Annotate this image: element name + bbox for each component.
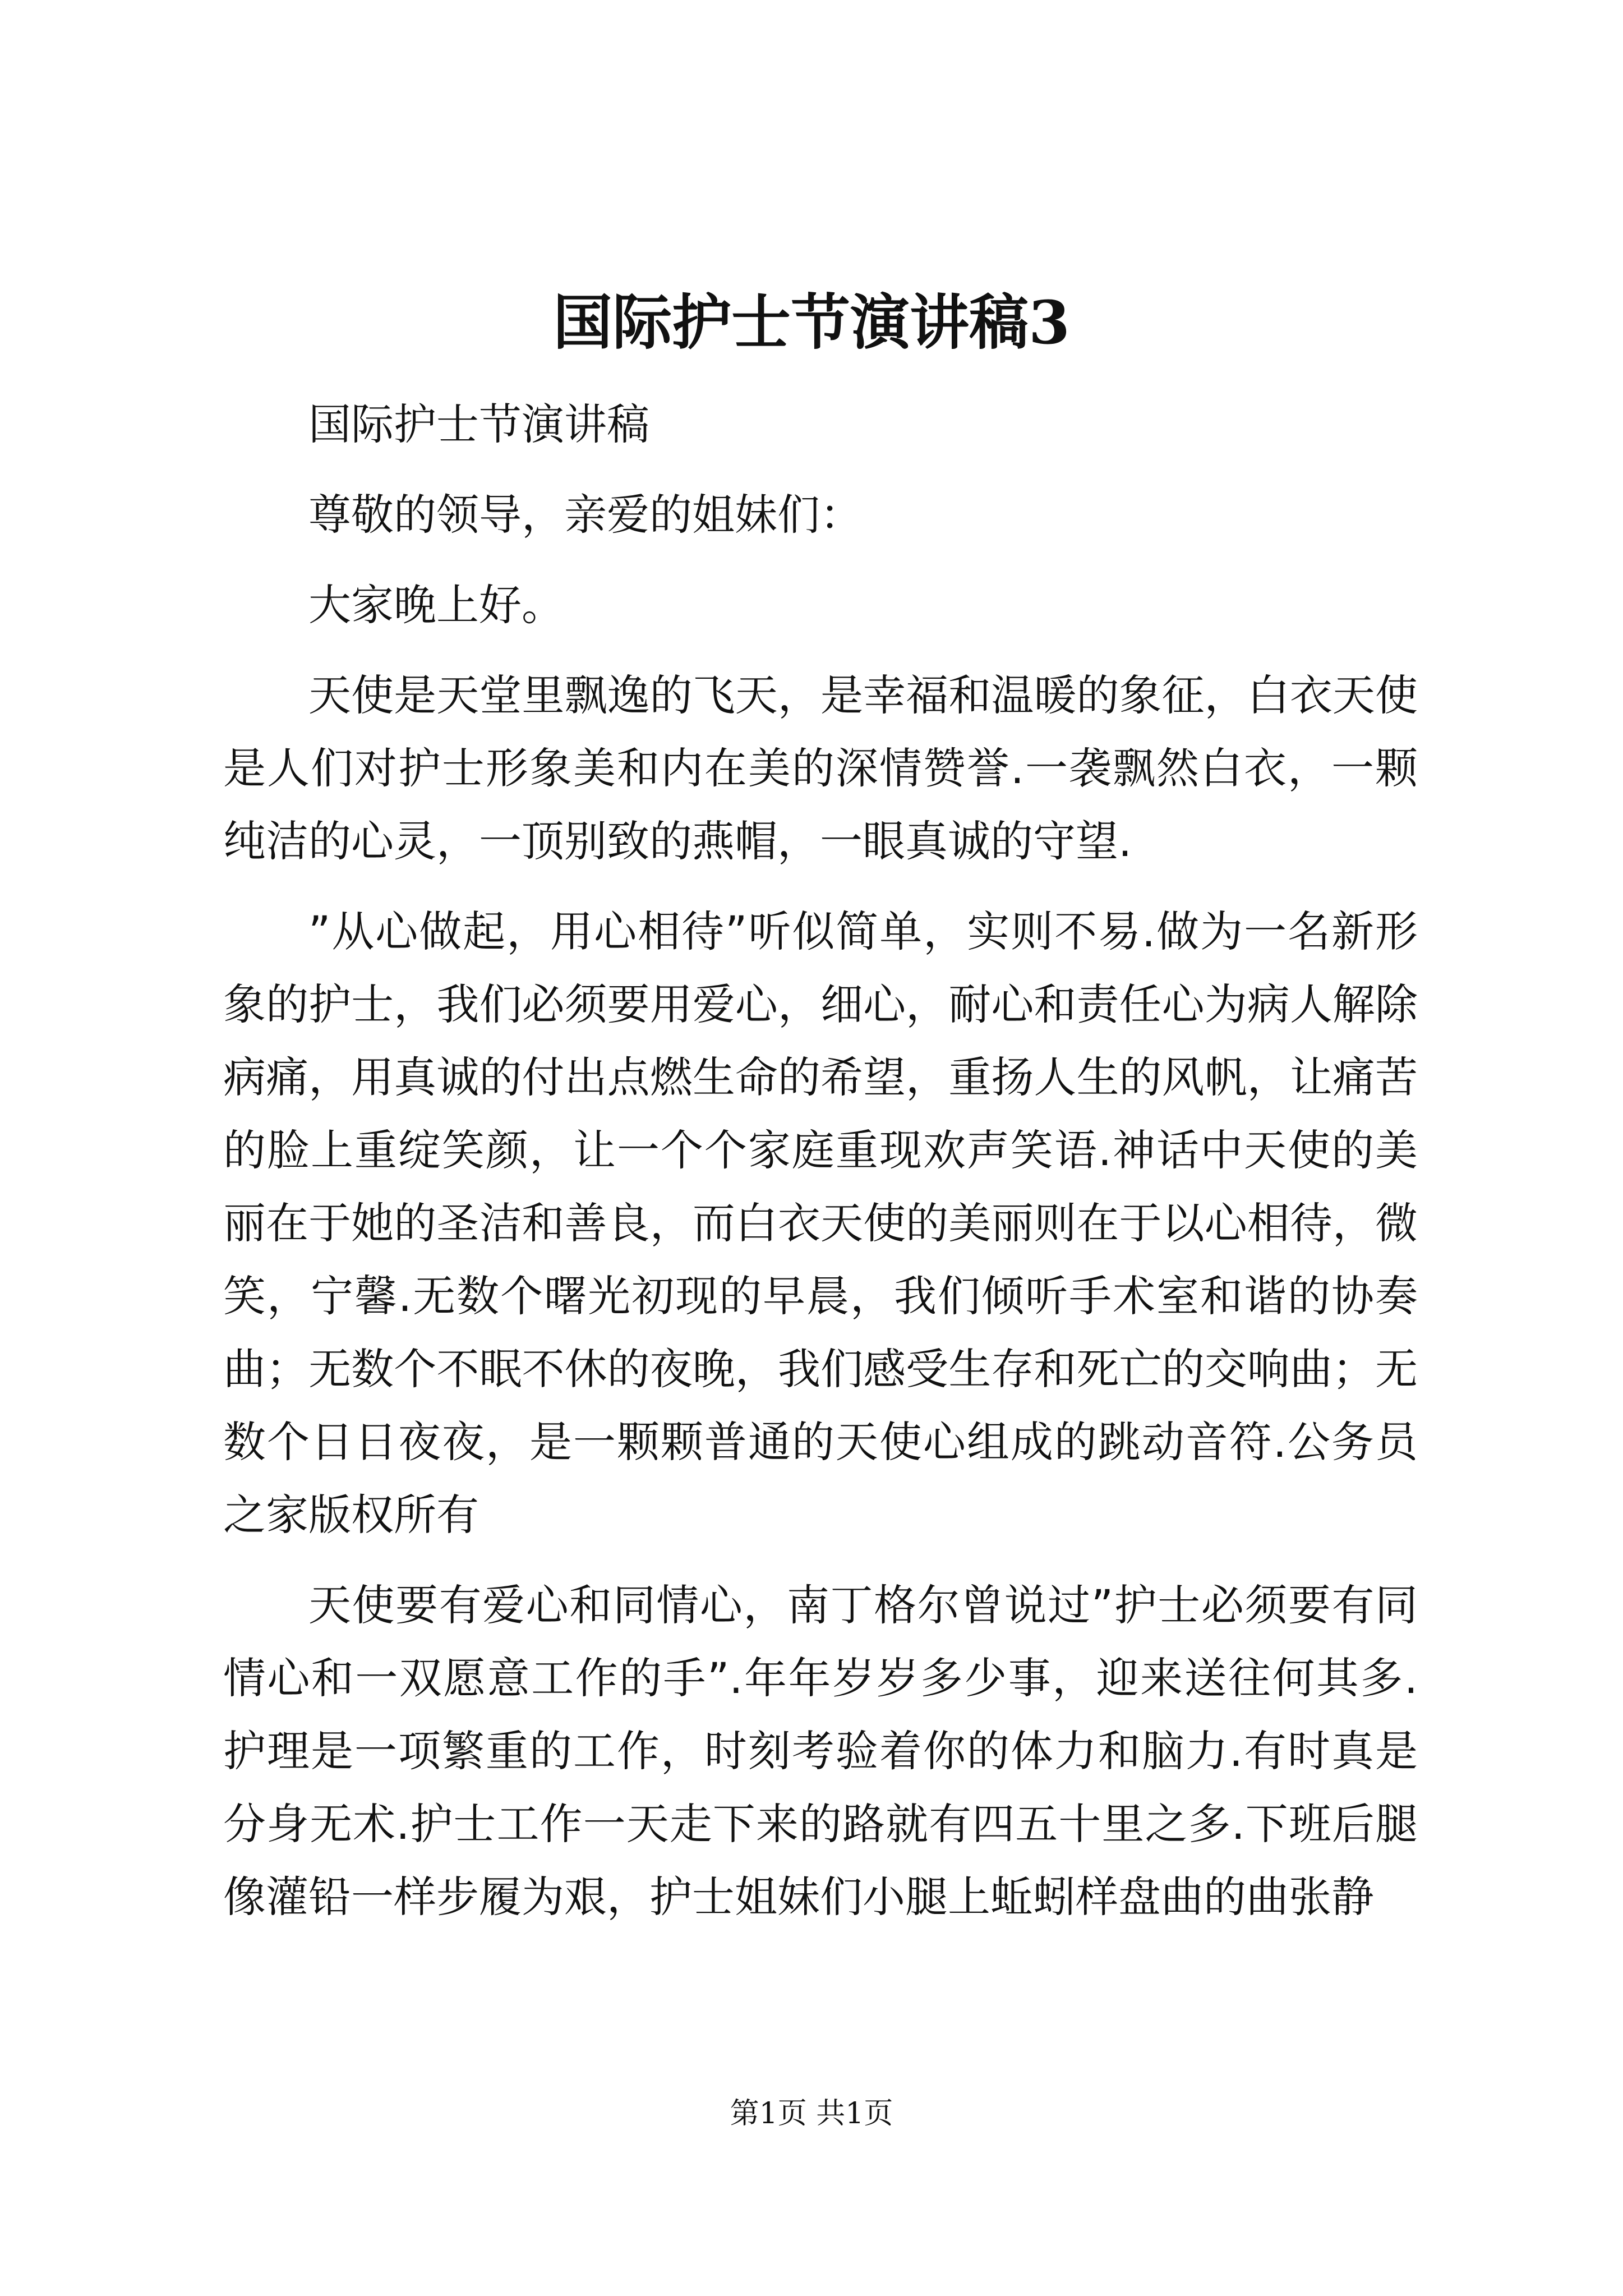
page-footer bbox=[0, 2091, 1623, 2136]
paragraph-body-3: 天使要有爱心和同情心，南丁格尔曾说过”护士必须要有同情心和一双愿意工作的手”.年年岁岁多少事，迎来送往何其多.护理是一项繁重的工作，时刻考验着你的体力和脑力.有时真是分身无术.护士工作一天走下来的路就有四五十里之多.下班后腿像灌铅一样步履为艰，护士姐妹们小腿上蚯蚓样盘曲的曲张静 bbox=[223, 1580, 1418, 1922]
document-body bbox=[223, 388, 1418, 1951]
page-number-label: 第1页 共1页 bbox=[730, 2097, 893, 2131]
paragraph-body-2: ”从心做起，用心相待”听似简单，实则不易.做为一名新形象的护士，我们必须要用爱心，细心，耐心和责任心为病人解除病痛，用真诚的付出点燃生命的希望，重扬人生的风帆，让痛苦的脸上重绽笑颜，让一个个家庭重现欢声笑语.神话中天使的美丽在于她的圣洁和善良，而白衣天使的美丽则在于以心相待，微笑，宁馨.无数个曙光初现的早晨，我们倾听手术室和谐的协奏曲；无数个不眠不休的夜晚，我们感受生存和死亡的交响曲；无数个日日夜夜，是一颗颗普通的天使心组成的跳动音符.公务员之家版权所有 bbox=[223, 907, 1418, 1540]
paragraph-subtitle: 国际护士节演讲稿 bbox=[308, 399, 649, 449]
paragraph-body-1: 天使是天堂里飘逸的飞天，是幸福和温暖的象征，白衣天使是人们对护士形象美和内在美的深情赞誉.一袭飘然白衣，一颗纯洁的心灵，一顶别致的燕帽，一眼真诚的守望. bbox=[223, 670, 1418, 866]
paragraph-salutation: 尊敬的领导，亲爱的姐妹们： bbox=[308, 490, 863, 540]
document-title: 国际护士节演讲稿3 bbox=[553, 287, 1070, 357]
paragraph-greeting: 大家晚上好。 bbox=[308, 580, 564, 630]
